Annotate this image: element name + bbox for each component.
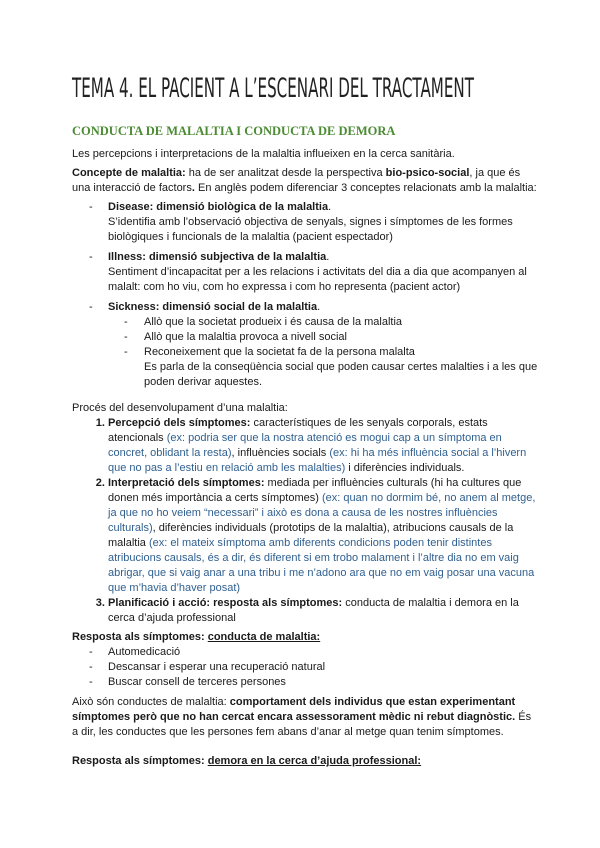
response-heading-1 bbox=[72, 630, 538, 645]
step-label: Percepció dels símptomes: bbox=[108, 417, 251, 429]
text: . bbox=[328, 201, 332, 213]
label: Resposta als símptomes: bbox=[72, 631, 208, 643]
text: , ja que és una interacció de factors bbox=[72, 167, 521, 194]
note: Es parla de la conseqüència social que poden causar certes malalties i a les que poden derivar aquestes. bbox=[144, 361, 538, 388]
intro-paragraph: Les percepcions i interpretacions de la malaltia influeixen en la cerca sanitària. bbox=[72, 148, 455, 160]
list-item: - Automedicació bbox=[108, 645, 538, 660]
text: Això són conductes de malaltia: bbox=[72, 696, 230, 708]
section-heading: CONDUCTA DE MALALTIA I CONDUCTA DE DEMORA bbox=[72, 124, 396, 138]
text: Reconeixement que la societat fa de la persona malalta bbox=[144, 346, 415, 358]
response-heading-2 bbox=[72, 754, 538, 769]
text: En anglès podem diferenciar 3 conceptes relacionats amb la malaltia: bbox=[194, 182, 537, 194]
text: característiques de les senyals corporals, estats atencionals bbox=[108, 417, 488, 444]
text: , diferències individuals (prototips de la malaltia), atribucions causals de la malaltia bbox=[108, 522, 514, 549]
step-perception bbox=[108, 416, 538, 476]
step-label: Planificació i acció: resposta als símptomes: bbox=[108, 597, 343, 609]
description: Sentiment d’incapacitat per a les relacions i activitats del dia a dia que acompanyen al malalt: com ho viu, com ho expressa i com ho representa (pacient actor) bbox=[108, 266, 527, 293]
text: . bbox=[317, 301, 321, 313]
step-interpretation bbox=[108, 476, 538, 596]
concept-paragraph bbox=[72, 166, 538, 196]
process-intro: Procés del desenvolupament d’una malaltia: bbox=[72, 402, 288, 414]
bold-term: bio-psico-social bbox=[385, 167, 470, 179]
example: (ex: el mateix símptoma amb diferents condicions poden tenir distintes atribucions causals, és a dir, és diferent si em trobo malament i l’altre dia no em vaig abrigar, que si vaig anar a una tribu i me n’adono ara que no em vaig posar una vacuna que m’havia d’haver posat) bbox=[108, 537, 535, 594]
illness-behaviour-list bbox=[72, 645, 538, 690]
step-planning bbox=[108, 596, 538, 626]
term: Disease: dimensió biològica de la malaltia bbox=[108, 201, 329, 213]
underlined-label: demora en la cerca d’ajuda professional: bbox=[207, 755, 422, 767]
text: i diferències individuals. bbox=[345, 462, 465, 474]
list-item: - Allò que la malaltia provoca a nivell social bbox=[144, 330, 538, 345]
process-steps bbox=[72, 416, 538, 626]
label: Resposta als símptomes: bbox=[72, 755, 208, 767]
text: . bbox=[326, 251, 330, 263]
document-title: TEMA 4. EL PACIENT A L’ESCENARI DEL TRACTAMENT bbox=[72, 73, 474, 104]
sickness-sublist bbox=[108, 315, 538, 390]
concept-label: Concepte de malaltia: bbox=[72, 167, 186, 179]
bold-definition: comportament dels individus que estan experimentant símptomes però que no han cercat encara assessorament mèdic ni rebut diagnòstic. bbox=[72, 696, 516, 723]
text: . bbox=[191, 182, 195, 194]
text: ha de ser analitzat desde la perspectiva bbox=[185, 167, 386, 179]
list-item-disease bbox=[108, 200, 538, 245]
text: És a dir, les conductes que les persones fem abans d’anar al metge quan tenim símptomes. bbox=[72, 711, 532, 738]
example: (ex: hi ha més influència social a l’hivern que no pas a l’estiu en relació amb les malalties) bbox=[108, 447, 527, 474]
text: conducta de malaltia i demora en la cerca d’ajuda professional bbox=[108, 597, 519, 624]
example: (ex: quan no dormim bé, no anem al metge, ja que no ho veiem “necessari” i això es dona a causa de les nostres influències culturals) bbox=[108, 492, 536, 534]
text: mediada per influències culturals (hi ha cultures que donen més importància a certs símptomes) bbox=[108, 477, 522, 504]
term: Illness: dimensió subjectiva de la malaltia bbox=[108, 251, 327, 263]
term: Sickness: dimensió social de la malaltia bbox=[108, 301, 318, 313]
list-item: - Allò que la societat produeix i és causa de la malaltia bbox=[144, 315, 538, 330]
summary-paragraph bbox=[72, 695, 538, 740]
list-item: - Descansar i esperar una recuperació natural bbox=[108, 660, 538, 675]
list-item-illness bbox=[108, 250, 538, 295]
step-label: Interpretació dels símptomes: bbox=[108, 477, 265, 489]
example: (ex: podria ser que la nostra atenció es mogui cap a un símptoma en concret, oblidant la resta) bbox=[108, 432, 502, 459]
document-body bbox=[72, 124, 538, 773]
list-item-sickness bbox=[108, 300, 538, 390]
description: S’identifia amb l’observació objectiva de senyals, signes i símptomes de les formes biològiques i funcionals de la malaltia (pacient espectador) bbox=[108, 216, 513, 243]
list-item: - Buscar consell de terceres persones bbox=[108, 675, 538, 690]
text: , influències socials bbox=[231, 447, 330, 459]
underlined-label: conducta de malaltia: bbox=[207, 631, 321, 643]
concepts-list bbox=[72, 200, 538, 390]
list-item bbox=[144, 345, 538, 390]
